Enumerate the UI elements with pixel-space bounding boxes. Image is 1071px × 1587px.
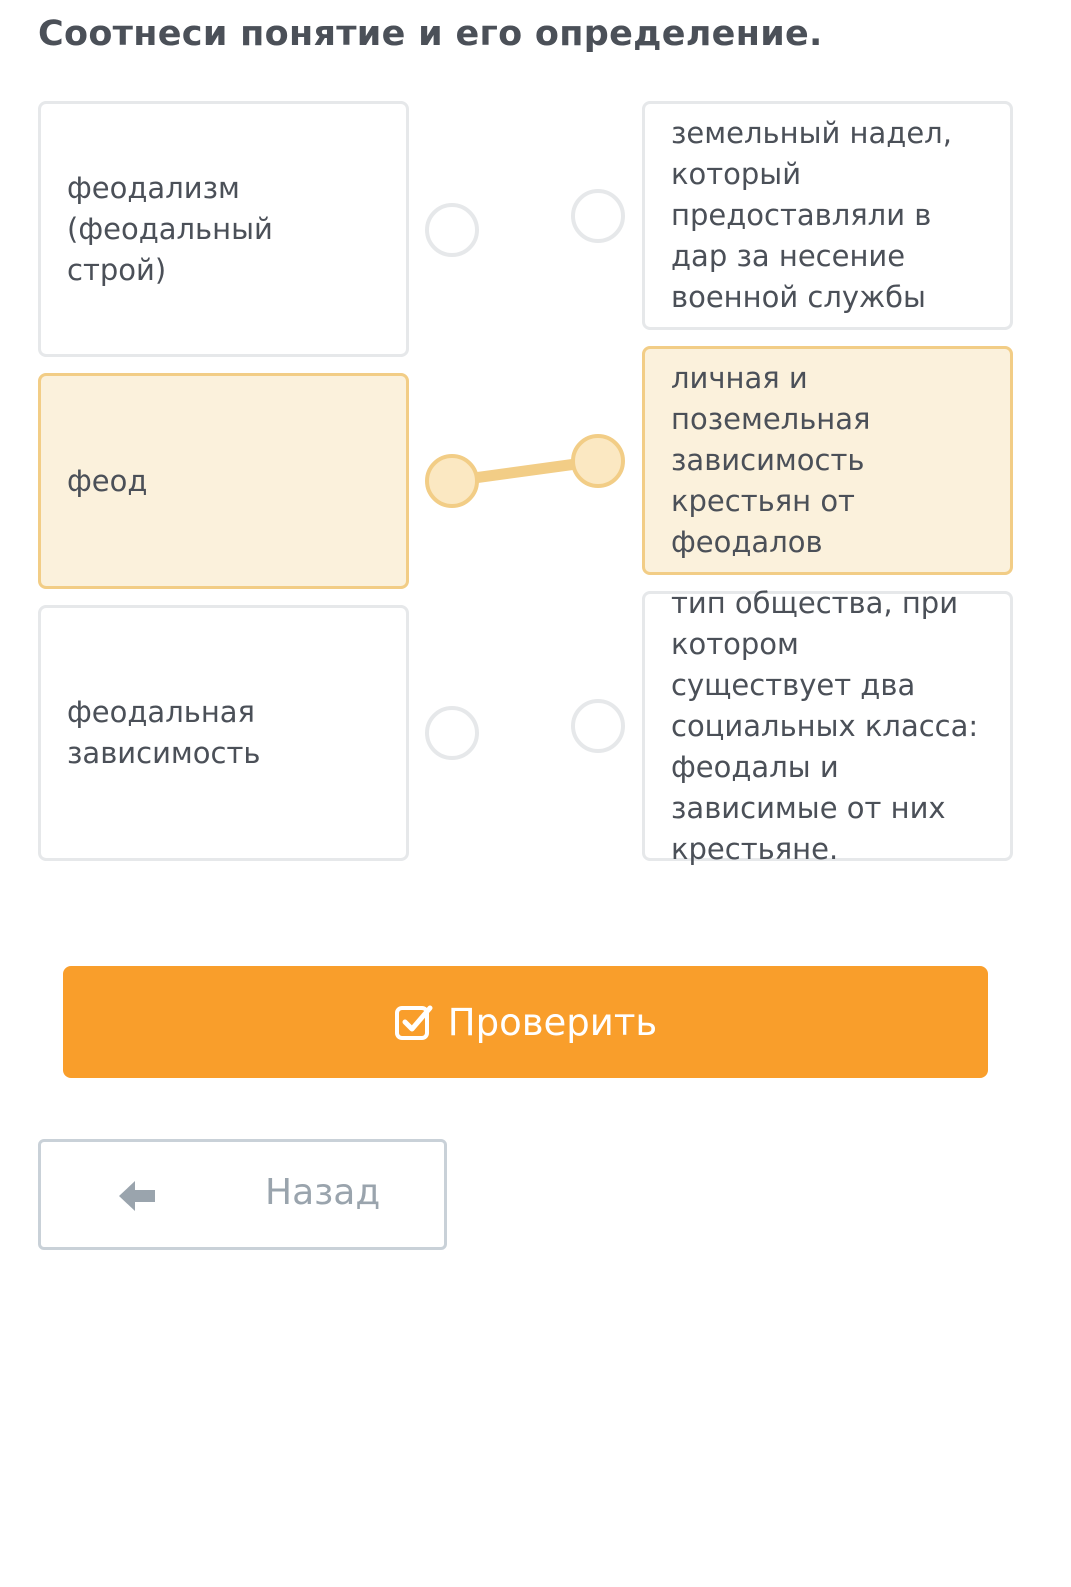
term-label: феодальная зависимость [67, 695, 261, 770]
definition-label: земельный надел, который предоставляли в дар за несение военной службы [671, 116, 952, 314]
check-button-label: Проверить [447, 1000, 658, 1044]
check-button[interactable] [63, 966, 988, 1078]
definition-card-personal-dependence[interactable] [642, 346, 1013, 575]
definition-label: тип общества, при котором существует два социальных класса: феодалы и зависимые от них крестьяне. [671, 585, 979, 866]
definition-connector-dot[interactable] [571, 699, 625, 753]
term-card-feud[interactable] [38, 373, 409, 589]
back-button-label: Назад [265, 1172, 381, 1213]
definition-connector-dot[interactable] [571, 189, 625, 243]
term-connector-dot[interactable] [425, 706, 479, 760]
definition-card-land-grant[interactable] [642, 101, 1013, 330]
page-title: Соотнеси понятие и его определение. [38, 14, 823, 54]
definition-card-society-type[interactable] [642, 585, 1013, 866]
term-label: феод [67, 463, 148, 498]
term-label: феодализм (феодальный строй) [67, 170, 273, 287]
term-connector-dot-selected[interactable] [425, 454, 479, 508]
checkbox-checked-icon [394, 1002, 434, 1042]
definition-connector-dot-selected[interactable] [571, 434, 625, 488]
term-card-feudalism[interactable] [38, 101, 409, 357]
back-button[interactable] [38, 1139, 447, 1250]
arrow-left-icon [117, 1178, 157, 1214]
definition-label: личная и поземельная зависимость крестьян от феодалов [671, 361, 871, 559]
term-connector-dot[interactable] [425, 203, 479, 257]
term-card-feudal-dependence[interactable] [38, 605, 409, 861]
